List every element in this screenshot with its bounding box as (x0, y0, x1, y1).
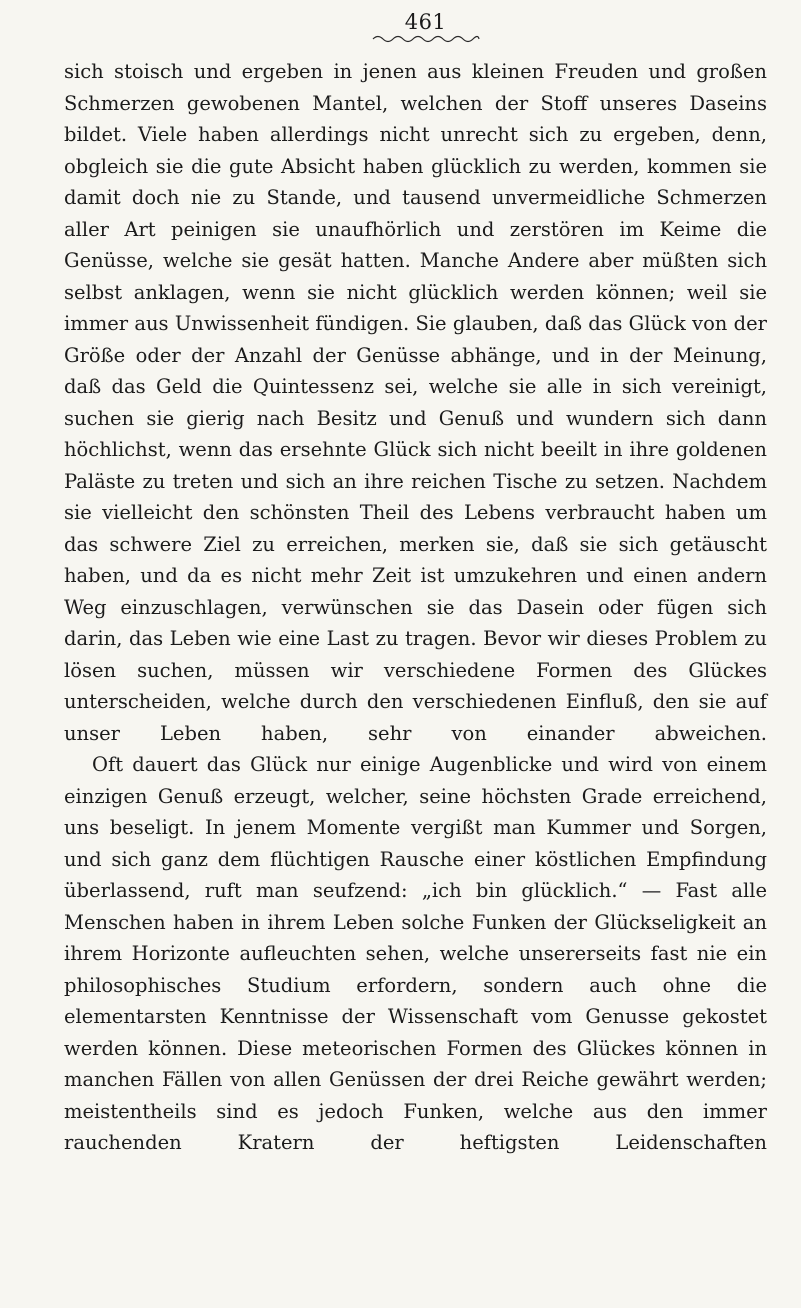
ornament-wave-icon (351, 34, 481, 44)
paragraph-2: Oft dauert das Glück nur einige Augenblicke und wird von einem einzigen Genuß erzeugt, welcher, seine höchsten Grade erreichend, uns beseligt. In jenem Momente vergißt man Kummer und Sorgen, und sich ganz dem flüchtigen Rausche einer köstlichen Empfindung überlassend, ruft man seufzend: „ich bin glücklich.“ — Fast alle Menschen haben in ihrem Leben solche Funken der Glückseligkeit an ihrem Horizonte aufleuchten sehen, welche unsererseits fast nie ein philosophisches Studium erfordern, sondern auch ohne die elementarsten Kenntnisse der Wissenschaft vom Genusse gekostet werden können. Diese meteorischen Formen des Glückes können in manchen Fällen von allen Genüssen der drei Reiche gewährt werden; meistentheils sind es jedoch Funken, welche aus den immer rauchenden Kratern der heftigsten Leidenschaften (64, 753, 767, 1154)
paragraph-1: sich stoisch und ergeben in jenen aus kleinen Freuden und großen Schmerzen gewobenen Mantel, welchen der Stoff unseres Daseins bildet. Viele haben allerdings nicht unrecht sich zu ergeben, denn, obgleich sie die gute Absicht haben glücklich zu werden, kommen sie damit doch nie zu Stande, und tausend unvermeidliche Schmerzen aller Art peinigen sie unaufhörlich und zerstören im Keime die Genüsse, welche sie gesät hatten. Manche Andere aber müßten sich selbst anklagen, wenn sie nicht glücklich werden können; weil sie immer aus Unwissenheit fündigen. Sie glauben, daß das Glück von der Größe oder der Anzahl der Genüsse abhänge, und in der Meinung, daß das Geld die Quintessenz sei, welche sie alle in sich vereinigt, suchen sie gierig nach Besitz und Genuß und wundern sich dann höchlichst, wenn das ersehnte Glück sich nicht beeilt in ihre goldenen Paläste zu treten und sich an ihre reichen Tische zu setzen. Nachdem sie vielleicht den schönsten Theil des Lebens verbraucht haben um das schwere Ziel zu erreichen, merken sie, daß sie sich getäuscht haben, und da es nicht mehr Zeit ist umzukehren und einen andern Weg einzuschlagen, verwünschen sie das Dasein oder fügen sich darin, das Leben wie eine Last zu tragen. Bevor wir dieses Problem zu lösen suchen, müssen wir verschiedene Formen des Glückes unterscheiden, welche durch den verschiedenen Einfluß, den sie auf unser Leben haben, sehr von einander abweichen. (64, 60, 767, 745)
page-number: 461 (404, 10, 447, 34)
